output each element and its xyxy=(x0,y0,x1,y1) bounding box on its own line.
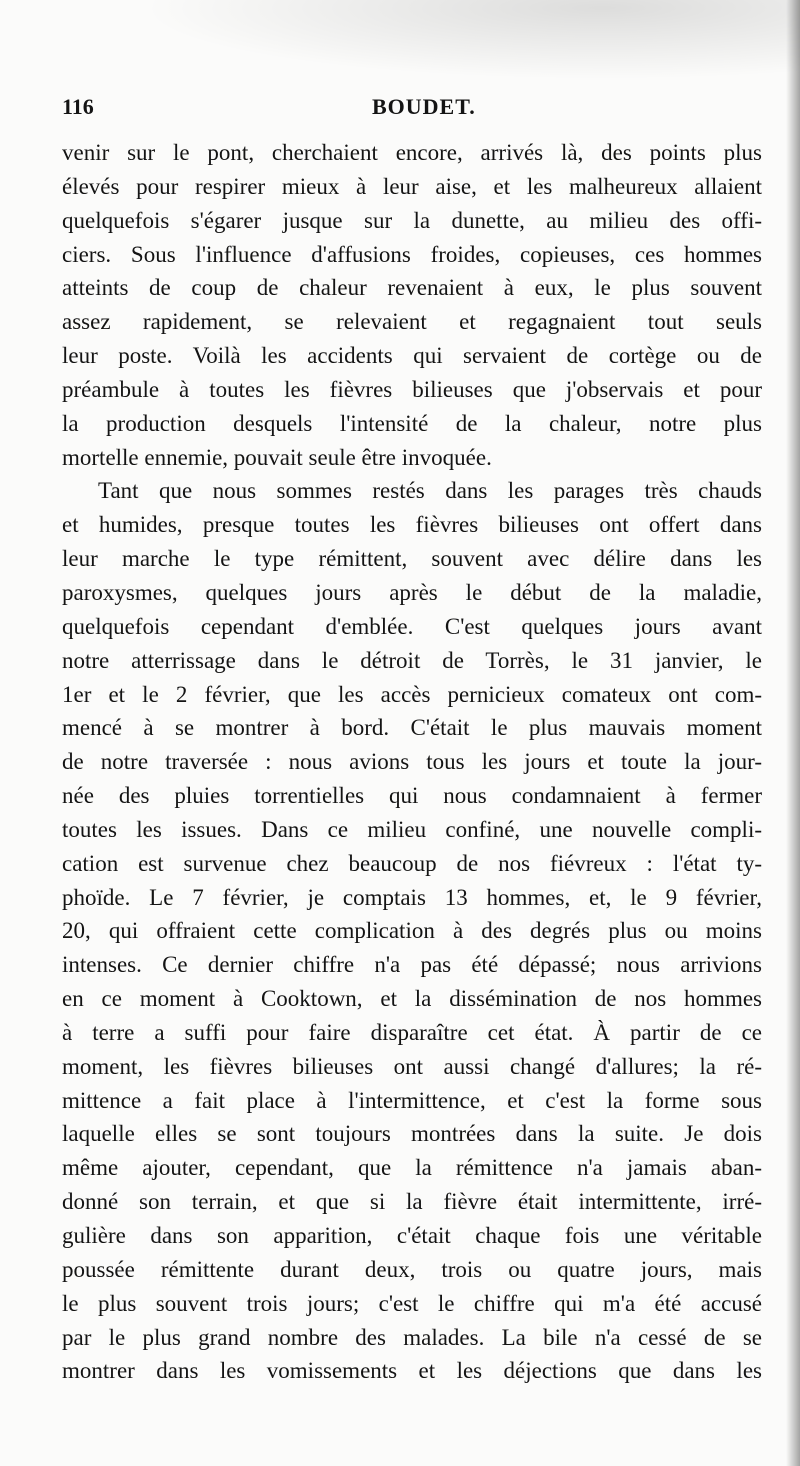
paragraph-end-line: mortelle ennemie, pouvait seule être invoquée. xyxy=(62,444,492,470)
running-head: BOUDET. xyxy=(372,94,476,119)
text-line: paroxysmes, quelques jours après le début de la maladie, xyxy=(62,579,762,605)
text-line: même ajouter, cependant, que la rémittence n'a jamais aban- xyxy=(62,1155,762,1181)
text-line: venir sur le pont, cherchaient encore, arrivés là, des points plus xyxy=(62,140,762,165)
text-line: notre atterrissage dans le détroit de Torrès, le 31 janvier, le xyxy=(62,647,762,673)
page-edge-shadow xyxy=(786,0,800,1466)
text-line: 1er et le 2 février, que les accès pernicieux comateux ont com- xyxy=(62,681,762,707)
text-line: montrer dans les vomissements et les déjections que dans les xyxy=(62,1358,762,1384)
text-line: moment, les fièvres bilieuses ont aussi changé d'allures; la ré- xyxy=(62,1053,762,1079)
text-line: la production desquels l'intensité de la chaleur, notre plus xyxy=(62,410,762,436)
body-text xyxy=(62,136,762,1388)
text-line: laquelle elles se sont toujours montrées dans la suite. Je dois xyxy=(62,1121,762,1147)
text-line: de notre traversée : nous avions tous les jours et toute la jour- xyxy=(62,749,762,775)
text-line: cation est survenue chez beaucoup de nos fiévreux : l'état ty- xyxy=(62,850,762,876)
text-line: le plus souvent trois jours; c'est le chiffre qui m'a été accusé xyxy=(62,1290,762,1316)
text-line: mencé à se montrer à bord. C'était le plus mauvais moment xyxy=(62,715,762,741)
text-line: à terre a suffi pour faire disparaître cet état. À partir de ce xyxy=(62,1019,762,1045)
text-line: donné son terrain, et que si la fièvre était intermittente, irré- xyxy=(62,1189,762,1215)
scan-smudge xyxy=(140,0,800,80)
text-line: quelquefois cependant d'emblée. C'est quelques jours avant xyxy=(62,613,762,639)
text-line: ciers. Sous l'influence d'affusions froides, copieuses, ces hommes xyxy=(62,241,762,267)
text-line: phoïde. Le 7 février, je comptais 13 hommes, et, le 9 février, xyxy=(62,884,762,910)
text-line: gulière dans son apparition, c'était chaque fois une véritable xyxy=(62,1223,762,1248)
page-number: 116 xyxy=(62,94,94,119)
text-line: préambule à toutes les fièvres bilieuses que j'observais et pour xyxy=(62,376,762,402)
text-line: en ce moment à Cooktown, et la dissémination de nos hommes xyxy=(62,986,762,1012)
text-line: assez rapidement, se relevaient et regagnaient tout seuls xyxy=(62,309,762,335)
text-line: poussée rémittente durant deux, trois ou quatre jours, mais xyxy=(62,1256,762,1282)
text-line: par le plus grand nombre des malades. La bile n'a cessé de se xyxy=(62,1324,762,1350)
text-line: intenses. Ce dernier chiffre n'a pas été dépassé; nous arrivions xyxy=(62,952,762,978)
text-line: et humides, presque toutes les fièvres bilieuses ont offert dans xyxy=(62,512,762,538)
text-line: née des pluies torrentielles qui nous condamnaient à fermer xyxy=(62,783,762,809)
text-line: toutes les issues. Dans ce milieu confiné, une nouvelle compli- xyxy=(62,816,762,842)
page-header xyxy=(62,94,762,128)
text-line: 20, qui offraient cette complication à des degrés plus ou moins xyxy=(62,918,762,944)
text-line: leur poste. Voilà les accidents qui servaient de cortège ou de xyxy=(62,343,762,369)
text-line: quelquefois s'égarer jusque sur la dunette, au milieu des offi- xyxy=(62,207,762,233)
text-line: élevés pour respirer mieux à leur aise, et les malheureux allaient xyxy=(62,173,762,199)
paragraph-start-line: Tant que nous sommes restés dans les parages très chauds xyxy=(98,478,762,504)
text-line: mittence a fait place à l'intermittence, et c'est la forme sous xyxy=(62,1087,762,1113)
text-line: leur marche le type rémittent, souvent avec délire dans les xyxy=(62,546,762,572)
text-line: atteints de coup de chaleur revenaient à eux, le plus souvent xyxy=(62,275,762,301)
